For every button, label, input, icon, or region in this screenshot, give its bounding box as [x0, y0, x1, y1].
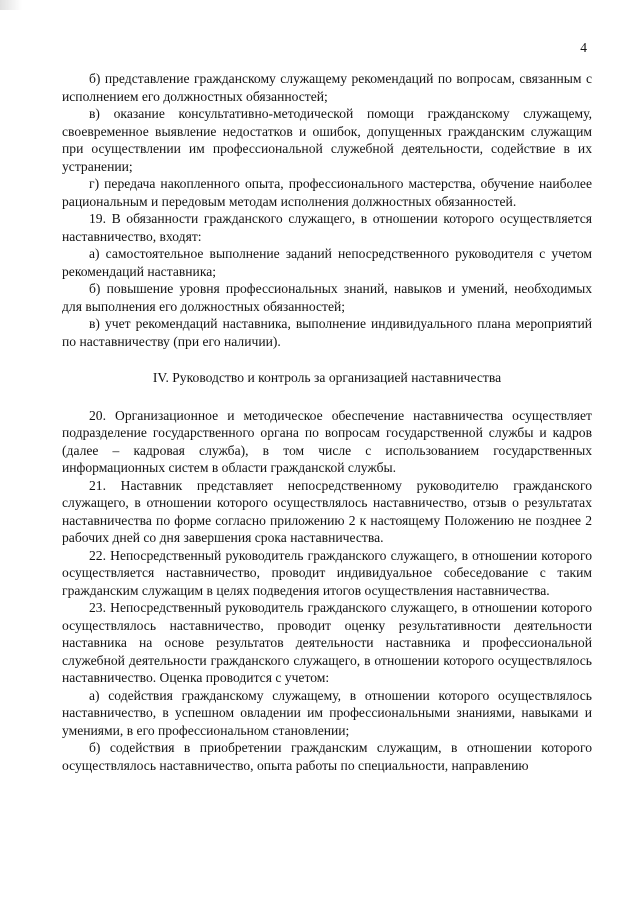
paragraph-clause-22: 22. Непосредственный руководитель гражданского служащего, в отношении которого осуществляется наставничество, проводит индивидуальное собеседование с таким гражданским служащим в целях подведения итогов осуществления наставничества. [62, 547, 592, 598]
paragraph-clause-23: 23. Непосредственный руководитель гражданского служащего, в отношении которого осуществлялось наставничество, проводит оценку результативности деятельности наставника на основе результатов деятельности наставника и профессиональной служебной деятельности гражданского служащего, в отношении которого осуществлялось наставничество. Оценка проводится с учетом: [62, 600, 592, 685]
scan-artifact [0, 0, 22, 10]
paragraph-clause-20: 20. Организационное и методическое обеспечение наставничества осуществляет подразделение государственного органа по вопросам государственной службы и кадров (далее – кадровая служба), в том числе с использованием государственных информационных систем в области гражданской службы. [62, 407, 592, 475]
paragraph-item-b: б) содействия в приобретении гражданским служащим, в отношении которого осуществлялось наставничество, опыта работы по специальности, направлению [62, 740, 592, 773]
paragraph-item-b: б) повышение уровня профессиональных знаний, навыков и умений, необходимых для выполнения его должностных обязанностей; [62, 281, 592, 314]
section-heading: IV. Руководство и контроль за организацией наставничества [152, 370, 502, 385]
paragraph-item-b: б) представление гражданскому служащему рекомендаций по вопросам, связанным с исполнением его должностных обязанностей; [62, 71, 592, 104]
paragraph-clause-21: 21. Наставник представляет непосредственному руководителю гражданского служащего, в отношении которого осуществлялось наставничество, отзыв о результатах наставничества по форме согласно приложению 2 к настоящему Положению не позднее 2 рабочих дней со дня завершения срока наставничества. [62, 477, 592, 545]
paragraph-item-v: в) оказание консультативно-методической помощи гражданскому служащему, своевременное выявление недостатков и ошибок, допущенных гражданским служащим при осуществлении им профессиональной служебной деятельности, содействие в их устранении; [62, 106, 592, 174]
paragraph-clause-19: 19. В обязанности гражданского служащего, в отношении которого осуществляется наставничество, входят: [62, 211, 592, 244]
paragraph-item-v: в) учет рекомендаций наставника, выполнение индивидуального плана мероприятий по наставничеству (при его наличии). [62, 316, 592, 349]
page-number: 4 [580, 40, 587, 55]
document-body [62, 70, 592, 774]
paragraph-item-a: а) содействия гражданскому служащему, в отношении которого осуществлялось наставничество, в успешном овладении им профессиональными знаниями, навыками и умениями, в его профессиональном становлении; [62, 687, 592, 738]
paragraph-item-a: а) самостоятельное выполнение заданий непосредственного руководителя с учетом рекомендаций наставника; [62, 246, 592, 279]
paragraph-item-g: г) передача накопленного опыта, профессионального мастерства, обучение наиболее рациональным и передовым методам исполнения должностных обязанностей. [62, 176, 592, 209]
